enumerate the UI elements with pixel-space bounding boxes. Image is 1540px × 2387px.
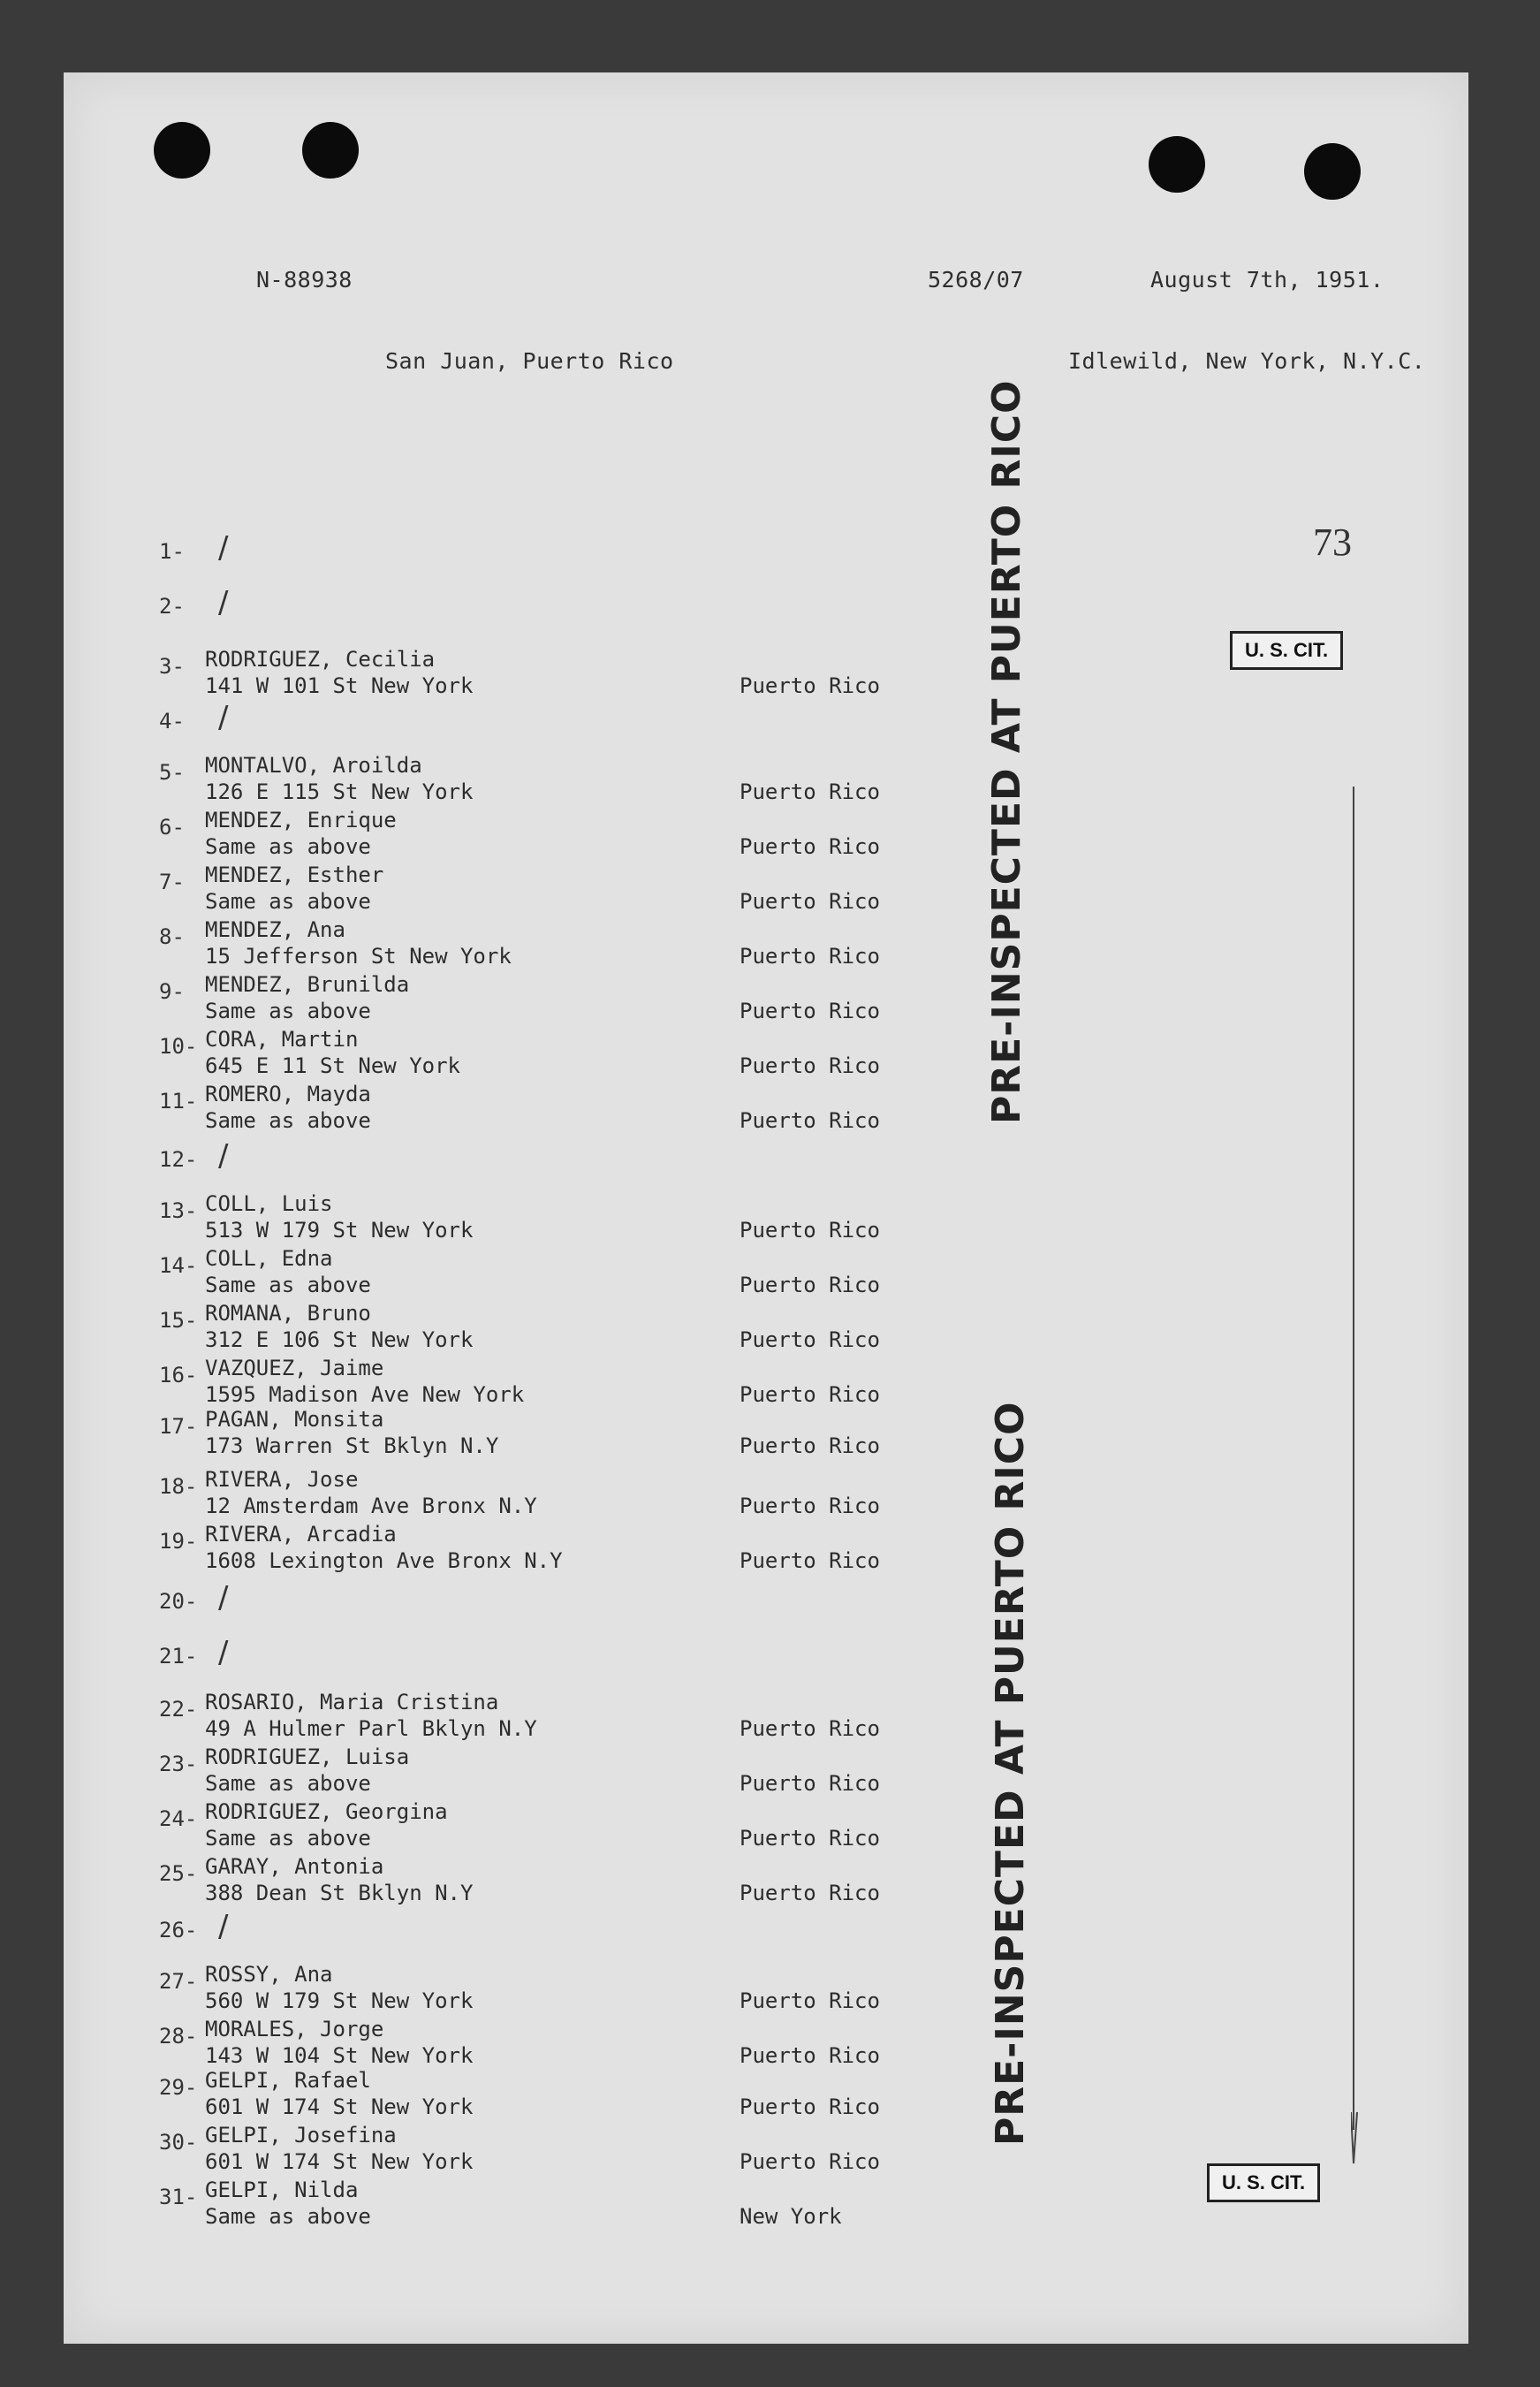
- passenger-address: Same as above: [205, 834, 371, 859]
- passenger-name: CORA, Martin: [205, 1027, 359, 1052]
- passenger-name: MENDEZ, Brunilda: [205, 972, 410, 997]
- passenger-address: Same as above: [205, 1771, 371, 1796]
- passenger-address: 388 Dean St Bklyn N.Y: [205, 1881, 474, 1905]
- entry-number: 4-: [159, 709, 185, 734]
- passenger-birthplace: Puerto Rico: [740, 999, 880, 1023]
- punch-hole-left-1: [154, 122, 210, 179]
- passenger-address: 601 W 174 St New York: [205, 2094, 474, 2119]
- entry-number: 7-: [159, 870, 185, 894]
- passenger-birthplace: Puerto Rico: [740, 1771, 880, 1796]
- passenger-address: 143 W 104 St New York: [205, 2043, 474, 2068]
- passenger-address: 12 Amsterdam Ave Bronx N.Y: [205, 1494, 537, 1518]
- passenger-birthplace: Puerto Rico: [740, 1108, 880, 1133]
- passenger-name: MORALES, Jorge: [205, 2017, 384, 2041]
- passenger-address: Same as above: [205, 1108, 371, 1133]
- cancelled-entry-mark: /: [218, 700, 229, 735]
- passenger-birthplace: Puerto Rico: [740, 1494, 880, 1518]
- passenger-birthplace: Puerto Rico: [740, 889, 880, 914]
- passenger-name: RODRIGUEZ, Cecilia: [205, 647, 436, 672]
- port-of-embarkation: San Juan, Puerto Rico: [385, 348, 674, 374]
- passenger-name: MENDEZ, Esther: [205, 863, 384, 887]
- manifest-number: N-88938: [256, 267, 353, 293]
- passenger-address: Same as above: [205, 2204, 371, 2229]
- entry-number: 15-: [159, 1308, 198, 1333]
- entry-number: 12-: [159, 1147, 198, 1172]
- passenger-name: MONTALVO, Aroilda: [205, 753, 422, 778]
- cancelled-entry-mark: /: [218, 1138, 229, 1174]
- passenger-birthplace: Puerto Rico: [740, 1881, 880, 1905]
- passenger-birthplace: Puerto Rico: [740, 673, 880, 698]
- us-citizen-stamp-bottom: U. S. CIT.: [1207, 2163, 1320, 2202]
- entry-number: 24-: [159, 1806, 198, 1831]
- entry-number: 23-: [159, 1752, 198, 1776]
- passenger-address: 1595 Madison Ave New York: [205, 1382, 525, 1407]
- passenger-name: RODRIGUEZ, Georgina: [205, 1799, 448, 1824]
- passenger-name: RODRIGUEZ, Luisa: [205, 1745, 410, 1769]
- preinspected-stamp-top: PRE-INSPECTED AT PUERTO RICO: [984, 379, 1029, 1124]
- passenger-birthplace: Puerto Rico: [740, 1327, 880, 1352]
- passenger-birthplace: Puerto Rico: [740, 1382, 880, 1407]
- entry-number: 2-: [159, 594, 185, 619]
- entry-number: 9-: [159, 979, 185, 1004]
- cancelled-entry-mark: /: [218, 1580, 229, 1615]
- passenger-address: 126 E 115 St New York: [205, 779, 474, 804]
- passenger-name: GELPI, Rafael: [205, 2068, 371, 2093]
- passenger-name: RIVERA, Jose: [205, 1467, 359, 1492]
- passenger-name: GELPI, Nilda: [205, 2178, 359, 2202]
- cancelled-entry-mark: /: [218, 1909, 229, 1944]
- passenger-address: 560 W 179 St New York: [205, 1988, 474, 2013]
- entry-number: 30-: [159, 2130, 198, 2155]
- cancelled-entry-mark: /: [218, 530, 229, 566]
- manifest-date: August 7th, 1951.: [1150, 267, 1384, 293]
- us-citizen-stamp-top: U. S. CIT.: [1230, 631, 1343, 670]
- cancelled-entry-mark: /: [218, 1635, 229, 1670]
- passenger-name: ROMERO, Mayda: [205, 1082, 371, 1106]
- entry-number: 20-: [159, 1589, 198, 1614]
- port-of-arrival: Idlewild, New York, N.Y.C.: [1068, 348, 1426, 374]
- passenger-address: 173 Warren St Bklyn N.Y: [205, 1433, 499, 1458]
- passenger-address: 645 E 11 St New York: [205, 1053, 460, 1078]
- passenger-address: 15 Jefferson St New York: [205, 944, 512, 969]
- passenger-name: COLL, Luis: [205, 1191, 333, 1216]
- passenger-address: 1608 Lexington Ave Bronx N.Y: [205, 1548, 563, 1573]
- entry-number: 27-: [159, 1969, 198, 1994]
- entry-number: 19-: [159, 1529, 198, 1554]
- passenger-address: Same as above: [205, 1826, 371, 1851]
- passenger-name: RIVERA, Arcadia: [205, 1522, 397, 1547]
- page-number: 73: [1313, 521, 1352, 564]
- entry-number: 28-: [159, 2024, 198, 2049]
- passenger-name: VAZQUEZ, Jaime: [205, 1356, 384, 1380]
- entry-number: 17-: [159, 1414, 198, 1439]
- passenger-name: ROMANA, Bruno: [205, 1301, 371, 1326]
- passenger-address: Same as above: [205, 999, 371, 1023]
- entry-number: 16-: [159, 1363, 198, 1387]
- passenger-birthplace: Puerto Rico: [740, 1433, 880, 1458]
- passenger-birthplace: Puerto Rico: [740, 1826, 880, 1851]
- entry-number: 1-: [159, 539, 185, 564]
- passenger-birthplace: Puerto Rico: [740, 2043, 880, 2068]
- passenger-address: 49 A Hulmer Parl Bklyn N.Y: [205, 1716, 537, 1741]
- passenger-name: MENDEZ, Ana: [205, 917, 345, 942]
- passenger-birthplace: Puerto Rico: [740, 1053, 880, 1078]
- passenger-name: ROSARIO, Maria Cristina: [205, 1690, 499, 1714]
- entry-number: 11-: [159, 1089, 198, 1114]
- entry-number: 10-: [159, 1034, 198, 1059]
- reference-number: 5268/07: [928, 267, 1024, 293]
- entry-number: 18-: [159, 1474, 198, 1499]
- entry-number: 8-: [159, 924, 185, 949]
- passenger-address: Same as above: [205, 1273, 371, 1297]
- entry-number: 31-: [159, 2185, 198, 2209]
- cancelled-entry-mark: /: [218, 585, 229, 620]
- passenger-birthplace: Puerto Rico: [740, 1716, 880, 1741]
- passenger-address: Same as above: [205, 889, 371, 914]
- passenger-birthplace: Puerto Rico: [740, 2149, 880, 2174]
- punch-hole-right-2: [1304, 143, 1361, 200]
- passenger-birthplace: Puerto Rico: [740, 1218, 880, 1243]
- passenger-birthplace: New York: [740, 2204, 842, 2229]
- passenger-address: 141 W 101 St New York: [205, 673, 474, 698]
- entry-number: 14-: [159, 1253, 198, 1278]
- entry-number: 13-: [159, 1198, 198, 1223]
- passenger-address: 601 W 174 St New York: [205, 2149, 474, 2174]
- punch-hole-right-1: [1149, 136, 1205, 193]
- passenger-birthplace: Puerto Rico: [740, 834, 880, 859]
- passenger-birthplace: Puerto Rico: [740, 944, 880, 969]
- manifest-page: [64, 72, 1468, 2344]
- passenger-name: MENDEZ, Enrique: [205, 808, 397, 832]
- entry-number: 29-: [159, 2075, 198, 2100]
- entry-number: 21-: [159, 1644, 198, 1669]
- passenger-name: ROSSY, Ana: [205, 1962, 333, 1987]
- passenger-address: 513 W 179 St New York: [205, 1218, 474, 1243]
- entry-number: 5-: [159, 760, 185, 785]
- passenger-birthplace: Puerto Rico: [740, 1988, 880, 2013]
- passenger-address: 312 E 106 St New York: [205, 1327, 474, 1352]
- passenger-name: GARAY, Antonia: [205, 1854, 384, 1879]
- entry-number: 25-: [159, 1861, 198, 1886]
- entry-number: 6-: [159, 815, 185, 840]
- passenger-birthplace: Puerto Rico: [740, 1273, 880, 1297]
- passenger-name: GELPI, Josefina: [205, 2123, 397, 2148]
- entry-number: 3-: [159, 654, 185, 679]
- passenger-birthplace: Puerto Rico: [740, 1548, 880, 1573]
- punch-hole-left-2: [302, 122, 359, 179]
- passenger-birthplace: Puerto Rico: [740, 779, 880, 804]
- passenger-name: COLL, Edna: [205, 1246, 333, 1271]
- entry-number: 22-: [159, 1697, 198, 1722]
- passenger-name: PAGAN, Monsita: [205, 1407, 384, 1432]
- preinspected-stamp-bottom: PRE-INSPECTED AT PUERTO RICO: [988, 1401, 1033, 2146]
- entry-number: 26-: [159, 1918, 198, 1942]
- citizenship-bracket-line: [1351, 787, 1358, 2165]
- passenger-birthplace: Puerto Rico: [740, 2094, 880, 2119]
